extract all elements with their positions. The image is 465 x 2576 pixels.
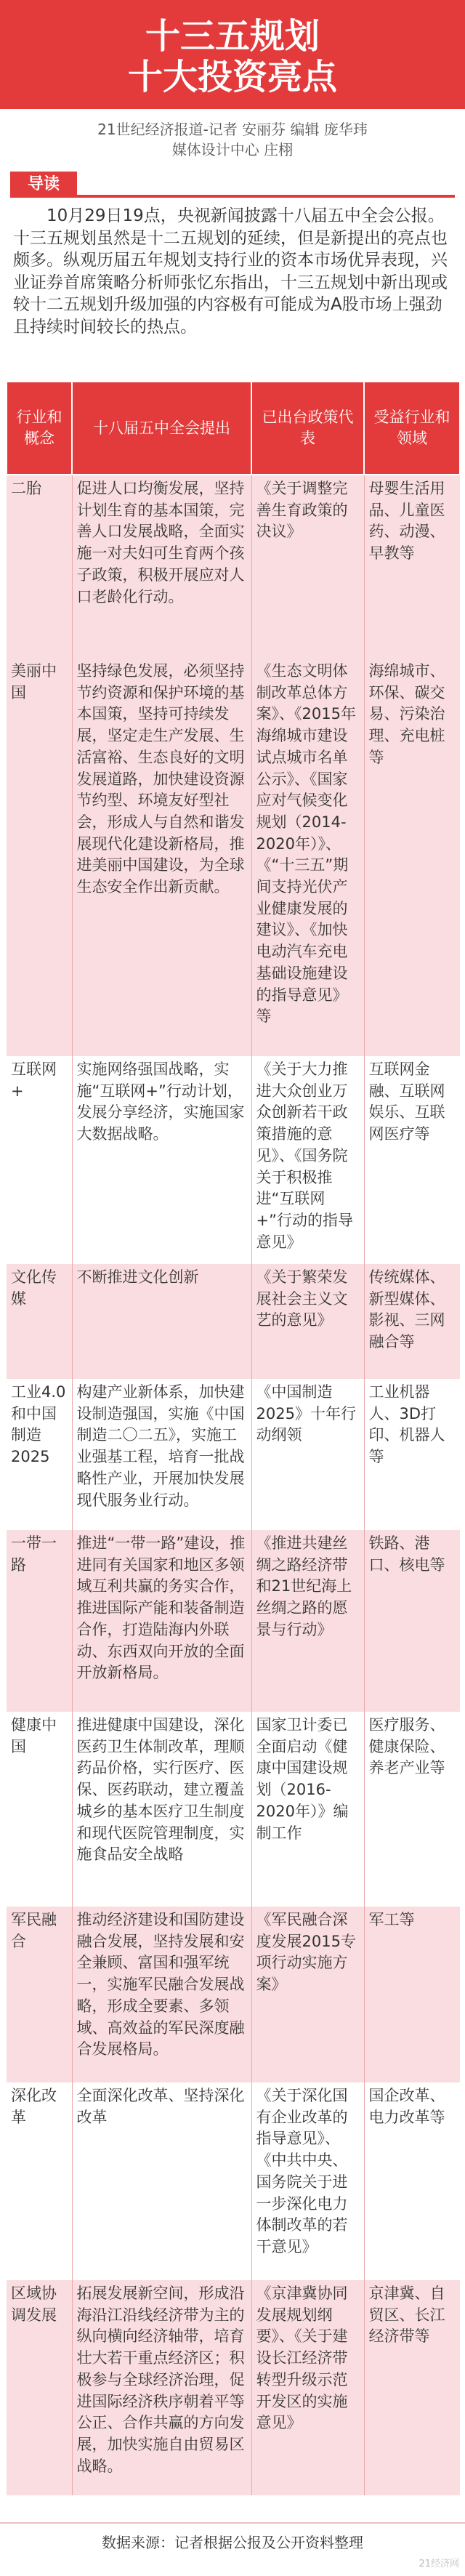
cell-category: 区域协调发展 — [7, 2280, 72, 2495]
cell-sector: 工业机器人、3D打印、机器人等 — [368, 1383, 445, 1466]
table-row — [7, 658, 460, 1056]
watermark-logo: 21经济网 — [418, 2559, 459, 2569]
cell-proposal: 坚持绿色发展，必须坚持节约资源和保护环境的基本国策，坚持可持续发展，坚定走生产发展、生活富裕、生态良好的文明发展道路，加快建设资源节约型、环境友好型社会，形成人与自然和谐发展现代化建设新格局，推进美丽中国建设，为全球生态安全作出新贡献。 — [72, 658, 251, 1056]
cell-proposal: 实施网络强国战略，实施“互联网+”行动计划，发展分享经济，实施国家大数据战略。 — [72, 1056, 251, 1264]
cell-sector: 海绵城市、环保、碳交易、污染治理、充电桩等 — [364, 658, 460, 1056]
footer-divider — [0, 2522, 465, 2524]
header-category: 行业和概念 — [7, 382, 72, 475]
table-row — [7, 2280, 460, 2495]
cell-category: 文化传媒 — [7, 1264, 72, 1379]
page-title-line-2: 十大投资亮点 — [127, 57, 337, 97]
data-source-note: 数据来源：记者根据公报及公开资料整理 — [102, 2534, 363, 2551]
cell-proposal: 拓展发展新空间，形成沿海沿江沿线经济带为主的纵向横向经济轴带，培育壮大若干重点经济区；积极参与全球经济治理，促进国际经济秩序朝着平等公正、合作共赢的方向发展，加快实施自由贸易区战略。 — [72, 2280, 251, 2495]
table-row — [7, 1379, 460, 1530]
cell-sector: 互联网金融、互联网娱乐、互联网医疗等 — [368, 1060, 445, 1143]
table-row — [7, 2082, 460, 2280]
cell-policy: 《中国制造2025》十年行动纲领 — [251, 1379, 364, 1530]
cell-policy: 《京津冀协同发展规划纲要》、《关于建设长江经济带转型升级示范开发区的实施意见》 — [251, 2280, 364, 2495]
byline — [0, 109, 465, 160]
cell-sector: 铁路、港口、核电等 — [364, 1530, 460, 1712]
investment-table — [6, 381, 461, 2495]
cell-proposal: 构建产业新体系，加快建设制造强国，实施《中国制造二〇二五》，实施工业强基工程，培育一批战略性产业，开展加快发展现代服务业行动。 — [72, 1379, 251, 1530]
cell-proposal: 全面深化改革、坚持深化改革 — [72, 2082, 251, 2280]
cell-proposal: 推动经济建设和国防建设融合发展，坚持发展和安全兼顾、富国和强军统一，实施军民融合发展战略，形成全要素、多领域、高效益的军民深度融合发展格局。 — [72, 1907, 251, 2082]
cell-category: 一带一路 — [7, 1530, 72, 1712]
table-row — [7, 1712, 460, 1907]
cell-policy: 《关于繁荣发展社会主义文艺的意见》 — [251, 1264, 364, 1379]
cell-proposal: 推进“一带一路”建设，推进同有关国家和地区多领域互利共赢的务实合作，推进国际产能和装备制造合作，打造陆海内外联动、东西双向开放的全面开放新格局。 — [72, 1530, 251, 1712]
byline-reporter: 21世纪经济报道-记者 安丽芬 编辑 庞华玮 — [97, 121, 368, 138]
cell-proposal: 不断推进文化创新 — [72, 1264, 251, 1379]
cell-sector: 国企改革、电力改革等 — [368, 2087, 445, 2126]
table-header-row — [7, 382, 460, 475]
byline-design: 媒体设计中心 庄栩 — [171, 141, 294, 158]
table-row — [7, 475, 460, 658]
table-row — [7, 1530, 460, 1712]
table-row — [7, 1056, 460, 1264]
cell-proposal: 推进健康中国建设，深化医药卫生体制改革，理顺药品价格，实行医疗、医保、医药联动，建立覆盖城乡的基本医疗卫生制度和现代医院管理制度，实施食品安全战略 — [72, 1712, 251, 1907]
cell-policy: 《关于调整完善生育政策的决议》 — [251, 475, 364, 658]
cell-sector: 传统媒体、新型媒体、影视、三网融合等 — [364, 1264, 460, 1379]
cell-category: 二胎 — [7, 475, 72, 658]
cell-policy: 《关于深化国有企业改革的指导意见》、《中共中央、国务院关于进一步深化电力体制改革的若干意见》 — [251, 2082, 364, 2280]
header-sector: 受益行业和领域 — [364, 382, 460, 475]
cell-category: 工业4.0和中国制造2025 — [7, 1379, 72, 1530]
cell-proposal: 促进人口均衡发展，坚持计划生育的基本国策，完善人口发展战略，全面实施一对夫妇可生育两个孩子政策，积极开展应对人口老龄化行动。 — [72, 475, 251, 658]
cell-policy: 国家卫计委已全面启动《健康中国建设规划（2016-2020年）》编制工作 — [251, 1712, 364, 1907]
cell-policy: 《生态文明体制改革总体方案》、《2015年海绵城市建设试点城市名单公示》、《国家应对气候变化规划（2014-2020年）》、《“十三五”期间支持光伏产业健康发展的建议》、《加快电动汽车充电基础设施建设的指导意见》等 — [251, 658, 364, 1056]
intro-label: 导读 — [10, 172, 77, 198]
cell-sector: 京津冀、自贸区、长江经济带等 — [364, 2280, 460, 2495]
cell-sector: 军工等 — [364, 1907, 460, 2082]
title-banner — [0, 0, 465, 109]
cell-category: 军民融合 — [7, 1907, 72, 2082]
page-title-line-1: 十三五规划 — [145, 16, 320, 57]
table-row — [7, 1264, 460, 1379]
header-proposal: 十八届五中全会提出 — [72, 382, 251, 475]
intro-label-bar — [10, 172, 455, 198]
cell-policy: 《推进共建丝绸之路经济带和21世纪海上丝绸之路的愿景与行动》 — [251, 1530, 364, 1712]
table-row — [7, 1907, 460, 2082]
cell-policy: 《关于大力推进大众创业万众创新若干政策措施的意见》、《国务院关于积极推进“互联网+”行动的指导意见》 — [251, 1056, 364, 1264]
cell-sector: 母婴生活用品、儿童医药、动漫、早教等 — [364, 475, 460, 658]
cell-sector: 医疗服务、健康保险、养老产业等 — [368, 1716, 445, 1777]
cell-category: 健康中国 — [7, 1712, 72, 1907]
header-policy: 已出台政策代表 — [251, 382, 364, 475]
cell-policy: 《军民融合深度发展2015专项行动实施方案》 — [251, 1907, 364, 2082]
cell-category: 深化改革 — [7, 2082, 72, 2280]
cell-category: 美丽中国 — [7, 658, 72, 1056]
cell-category: 互联网+ — [7, 1056, 72, 1264]
intro-text: 10月29日19点，央视新闻披露十八届五中全会公报。十三五规划虽然是十二五规划的延续，但是新提出的亮点也颇多。纵观历届五年规划支持行业的资本市场优异表现，兴业证券首席策略分析师张忆东指出，十三五规划中新出现或较十二五规划升级加强的内容极有可能成为A股市场上强劲且持续时间较长的热点。 — [13, 206, 448, 337]
